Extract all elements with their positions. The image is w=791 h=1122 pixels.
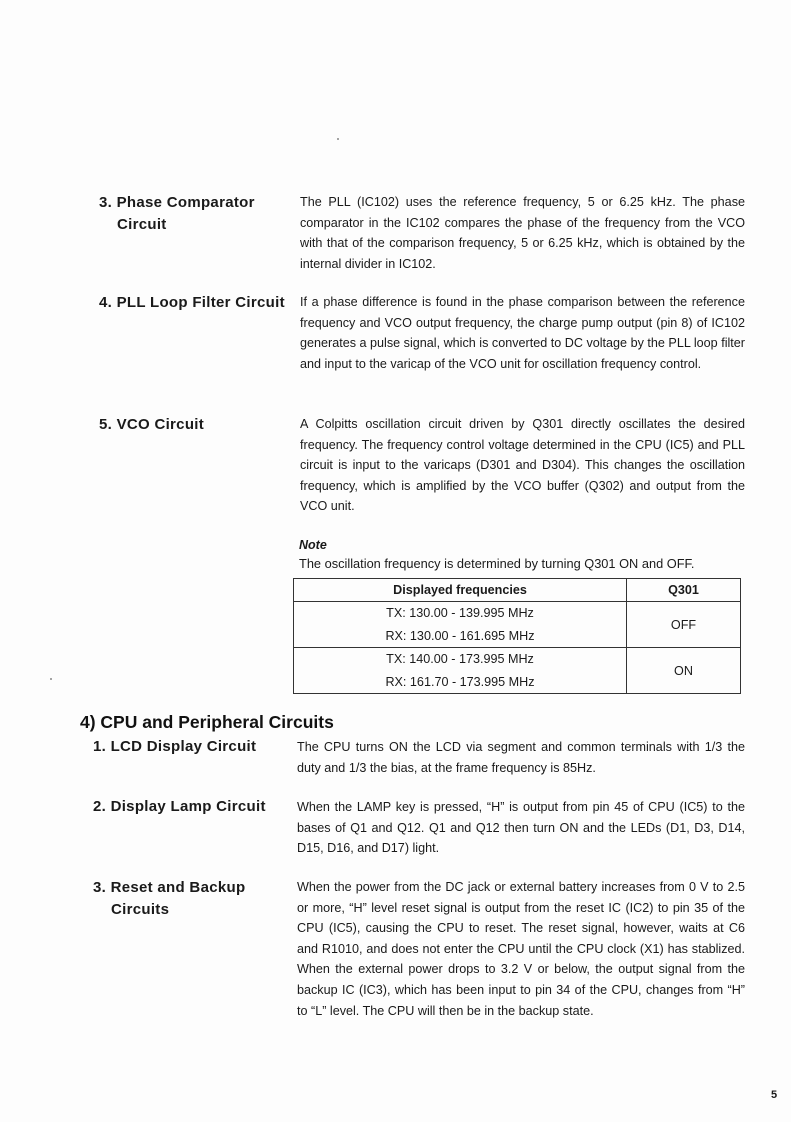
label-line: 3. Reset and Backup [93, 879, 246, 896]
table-row [294, 648, 741, 694]
label-line: Circuits [111, 901, 170, 918]
freq-cell [294, 648, 627, 694]
label-line: 3. Phase Comparator [99, 194, 255, 211]
section-heading: 4) CPU and Peripheral Circuits [80, 712, 334, 732]
label-line: 5. VCO Circuit [99, 416, 205, 433]
freq-cell [294, 602, 627, 648]
item-body-vco: A Colpitts oscillation circuit driven by Q301 directly oscillates the desired frequency. The frequency control voltage determined in the CPU (IC5) and PLL circuit is input to the varicaps (D301 and D304). This changes the oscillation frequency, which is amplified by the VCO buffer (Q302) and output from the VCO unit. [300, 417, 745, 514]
item-label-display-lamp [93, 796, 266, 818]
item-label-reset-backup [93, 877, 245, 921]
label-line: 2. Display Lamp Circuit [93, 798, 266, 815]
note-text: The oscillation frequency is determined by turning Q301 ON and OFF. [299, 556, 695, 571]
item-label-pll-loop-filter [99, 292, 285, 314]
item-label-vco [99, 414, 204, 436]
scan-speck [50, 678, 52, 680]
item-body-reset-backup: When the power from the DC jack or external battery increases from 0 V to 2.5 or more, “H” level reset signal is output from the reset IC (IC2) to pin 35 of the CPU (IC5), causing the CPU to reset. The reset signal, however, waits at C6 and R1010, and does not enter the CPU until the CPU clock (X1) has stablized. When the external power drops to 3.2 V or below, the output signal from the backup IC (IC3), which has been input to pin 34 of the CPU, changes from “H” to “L” level. The CPU will then be in the backup state. [297, 880, 745, 1018]
scan-speck [337, 138, 339, 140]
q301-cell: ON [627, 648, 741, 694]
label-line: 1. LCD Display Circuit [93, 738, 257, 755]
label-line: Circuit [117, 216, 167, 233]
item-body-phase-comparator: The PLL (IC102) uses the reference frequency, 5 or 6.25 kHz. The phase comparator in the IC102 compares the phase of the frequency from the VCO with that of the comparison frequency, 5 or 6.25 kHz, which is obtained by the internal divider in IC102. [300, 195, 745, 271]
freq-line: TX: 140.00 - 173.995 MHz [386, 652, 534, 666]
item-body-display-lamp: When the LAMP key is pressed, “H” is output from pin 45 of CPU (IC5) to the bases of Q1 and Q12. Q1 and Q12 then turn ON and the LEDs (D1, D3, D14, D15, D16, and D17) light. [297, 800, 745, 856]
page-number: 5 [771, 1089, 778, 1101]
col-header-q301: Q301 [627, 579, 741, 602]
col-header-frequencies: Displayed frequencies [294, 579, 627, 602]
item-body-pll-loop-filter: If a phase difference is found in the phase comparison between the reference frequency and VCO output frequency, the charge pump output (pin 8) of IC102 generates a pulse signal, which is converted to DC voltage by the PLL loop filter and input to the varicap of the VCO unit for oscillation frequency control. [300, 295, 745, 371]
note-title: Note [299, 538, 327, 552]
table-header-row [294, 579, 741, 602]
q301-cell: OFF [627, 602, 741, 648]
frequency-table [293, 578, 741, 694]
item-body-lcd-display: The CPU turns ON the LCD via segment and common terminals with 1/3 the duty and 1/3 the bias, at the frame frequency is 85Hz. [297, 740, 745, 775]
item-label-phase-comparator [99, 192, 255, 236]
label-line: 4. PLL Loop Filter Circuit [99, 294, 285, 311]
freq-line: TX: 130.00 - 139.995 MHz [386, 606, 534, 620]
freq-line: RX: 130.00 - 161.695 MHz [385, 628, 535, 643]
item-label-lcd-display [93, 736, 256, 758]
table-row [294, 602, 741, 648]
freq-line: RX: 161.70 - 173.995 MHz [385, 674, 535, 689]
